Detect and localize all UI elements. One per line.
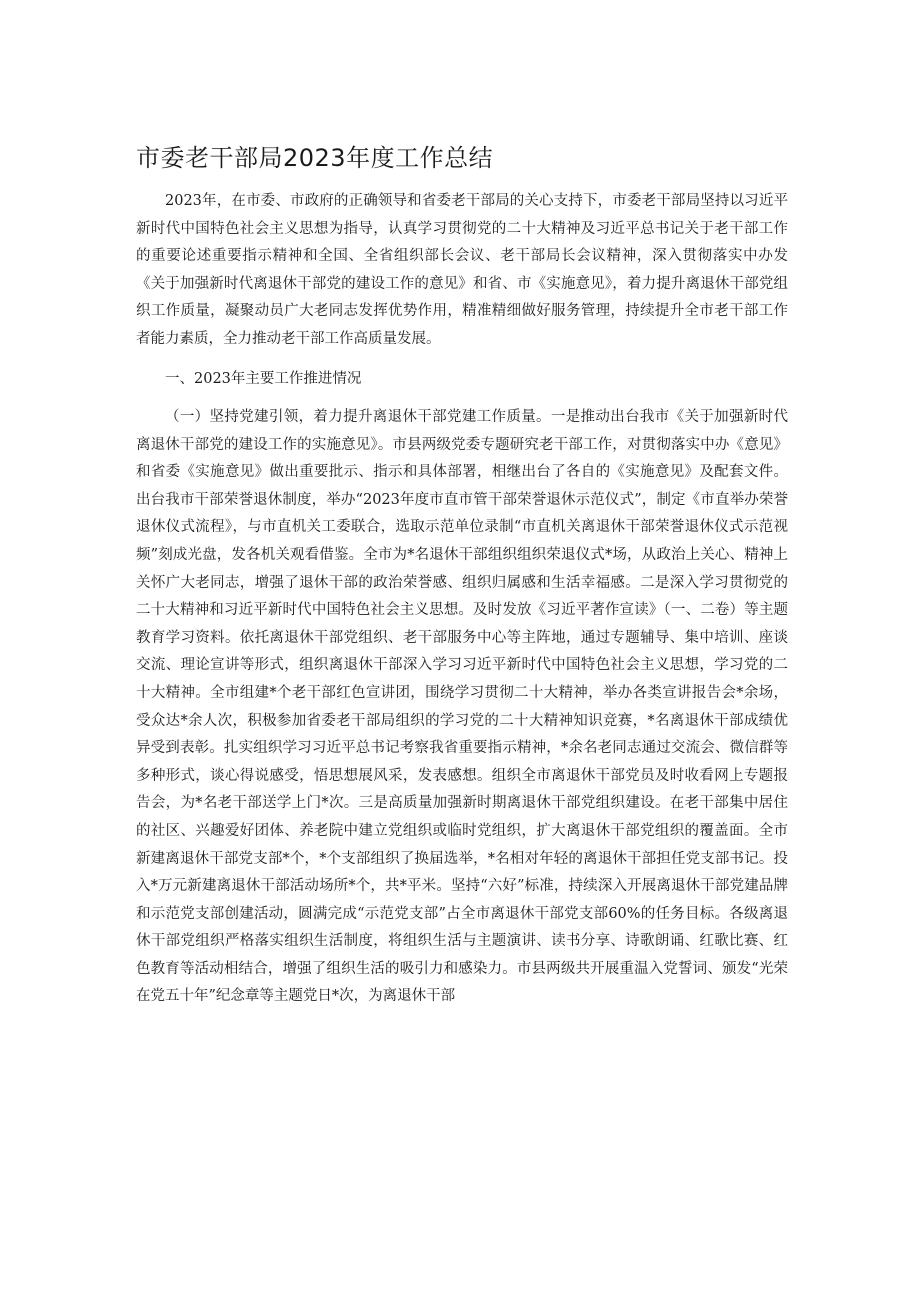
intro-paragraph: 2023年，在市委、市政府的正确领导和省委老干部局的关心支持下，市委老干部局坚持以习近平新时代中国特色社会主义思想为指导，认真学习贯彻党的二十大精神及习近平总书记关于老干部工作的重要论述重要指示精神和全国、全省组织部长会议、老干部局长会议精神，深入贯彻落实中办发《关于加强新时代离退休干部党的建设工作的意见》和省、市《实施意见》，着力提升离退休干部党组织工作质量，凝聚动员广大老同志发挥优势作用，精准精细做好服务管理，持续提升全市老干部工作者能力素质，全力推动老干部工作高质量发展。	[136, 193, 788, 347]
document-page	[136, 0, 788, 1301]
section-heading: 一、2023年主要工作推进情况	[165, 371, 362, 387]
section-paragraph: （一）坚持党建引领，着力提升离退休干部党建工作质量。一是推动出台我市《关于加强新时代离退休干部党的建设工作的实施意见》。市县两级党委专题研究老干部工作，对贯彻落实中办《意见》和省委《实施意见》做出重要批示、指示和具体部署，相继出台了各自的《实施意见》及配套文件。出台我市干部荣誉退休制度，举办“2023年度市直市管干部荣誉退休示范仪式”，制定《市直举办荣誉退休仪式流程》，与市直机关工委联合，选取示范单位录制“市直机关离退休干部荣誉退休仪式示范视频”刻成光盘，发各机关观看借鉴。全市为*名退休干部组织组织荣退仪式*场，从政治上关心、精神上关怀广大老同志，增强了退休干部的政治荣誉感、组织归属感和生活幸福感。二是深入学习贯彻党的二十大精神和习近平新时代中国特色社会主义思想。及时发放《习近平著作宣读》（一、二卷）等主题教育学习资料。依托离退休干部党组织、老干部服务中心等主阵地，通过专题辅导、集中培训、座谈交流、理论宣讲等形式，组织离退休干部深入学习习近平新时代中国特色社会主义思想，学习党的二十大精神。全市组建*个老干部红色宣讲团，围绕学习贯彻二十大精神，举办各类宣讲报告会*余场，受众达*余人次，积极参加省委老干部局组织的学习党的二十大精神知识竞赛，*名离退休干部成绩优异受到表彰。扎实组织学习习近平总书记考察我省重要指示精神，*余名老同志通过交流会、微信群等多种形式，谈心得说感受，悟思想展风采，发表感想。组织全市离退休干部党员及时收看网上专题报告会，为*名老干部送学上门*次。三是高质量加强新时期离退休干部党组织建设。在老干部集中居住的社区、兴趣爱好团体、养老院中建立党组织或临时党组织，扩大离退休干部党组织的覆盖面。全市新建离退休干部党支部*个，*个支部组织了换届选举，*名相对年轻的离退休干部担任党支部书记。投入*万元新建离退休干部活动场所*个，共*平米。坚持“六好”标准，持续深入开展离退休干部党建品牌和示范党支部创建活动，圆满完成“示范党支部”占全市离退休干部党支部60%的任务目标。各级离退休干部党组织严格落实组织生活制度，将组织生活与主题演讲、读书分享、诗歌朗诵、红歌比赛、红色教育等活动相结合，增强了组织生活的吸引力和感染力。市县两级共开展重温入党誓词、颁发“光荣在党五十年”纪念章等主题党日*次，为离退休干部	[136, 409, 788, 1005]
document-title: 市委老干部局2023年度工作总结	[136, 144, 494, 172]
